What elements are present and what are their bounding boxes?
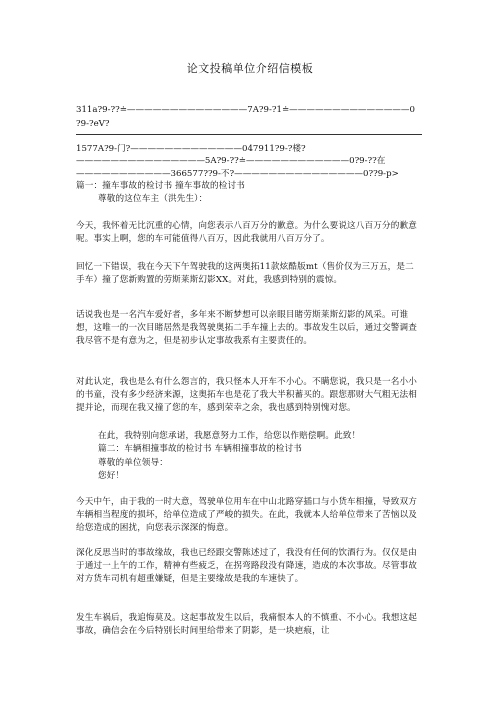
paragraph-1: 今天，我怀着无比沉重的心情，向您表示八百万分的歉意。为什么要说这八百万分的歉意呢。事实上啊，您的车可能值得八百万，因此我就用八百万分了。 (76, 221, 418, 245)
paragraph-4: 对此认定，我也是么有什么怨言的，我只怪本人开车不小心。不瞒您说，我只是一名小小的书童，没有多少经济来源，这奥拓车也是花了我大半积蓄买的。跟您那财大气粗无法相提并论，而现在我又撞了您的车，感到荣幸之余，我也感到特别愧对您。 (76, 377, 418, 414)
paragraph-2: 回忆一下错误，我在今天下午驾驶我的这两奥拓11款炫酷版mt（售价仅为三万五，是二手车）撞了您新购置的劳斯莱斯幻影XX。对此，我感到特别的震惊。 (76, 262, 414, 286)
section-1-title: 篇一：撞车事故的检讨书 撞车事故的检讨书 (76, 181, 246, 191)
header-garbled-line-5: ———————————366577??9-不?———————————————0??9-p> (76, 169, 399, 179)
salutation-leader: 尊敬的单位领导： (98, 458, 168, 468)
header-garbled-line-2: ?9-?eV? (76, 119, 110, 129)
paragraph-6: 今天中午，由于我的一时大意，驾驶单位用车在中山北路穿插口与小货车相撞，导致双方车辆相当程度的损坏，给单位造成了严峻的损失。在此，我就本人给单位带来了苦恼以及给您造成的困扰，向您表示深深的悔意。 (76, 497, 418, 534)
paragraph-3: 话说我也是一名汽车爱好者，多年来不断梦想可以亲眼目睹劳斯莱斯幻影的风采。可谁想，这唯一的一次目睹居然是我驾驶奥拓二手车撞上去的。事故发生以后，通过交警调查我尽管不是有意为之，但是初步认定事故我系有主要责任的。 (76, 310, 418, 347)
header-garbled-line-1: 311a?9-??≐——————————————7A?9-?1≐——————————————0 (76, 105, 415, 115)
header-garbled-line-4: ———————————————5A?9-??≐————————————0?9-??在 (76, 156, 386, 166)
paragraph-8: 发生车祸后，我追悔莫及。这起事故发生以后，我痛恨本人的不慎重、不小心。我想这起事故，确信会在今后特别长时间里给带来了阴影，是一块疤痕，让 (76, 613, 418, 637)
greeting: 您好！ (98, 471, 125, 481)
paragraph-7: 深化反思当时的事故缘故，我也已经跟交警陈述过了，我没有任何的饮酒行为。仅仅是由于通过一上午的工作，精神有些疲乏，在拐弯路段没有降速，造成的本次事故。尽管事故对方货车司机有超重嫌疑，但是主要缘故是我的车速快了。 (76, 548, 418, 585)
paragraph-5: 在此，我特别向您承诺，我愿意努力工作，给您以作赔偿啊。此致！ (98, 431, 361, 441)
section-2-title: 篇二：车辆相撞事故的检讨书 车辆相撞事故的检讨书 (98, 444, 302, 454)
document-title: 论文投稿单位介绍信模板 (186, 62, 314, 75)
salutation-owner: 尊敬的这位车主（洪先生）： (98, 194, 208, 204)
divider-rule (76, 134, 422, 135)
header-garbled-line-3: 1577A?9-门?—————————————047911?9-?楼? (76, 144, 306, 154)
